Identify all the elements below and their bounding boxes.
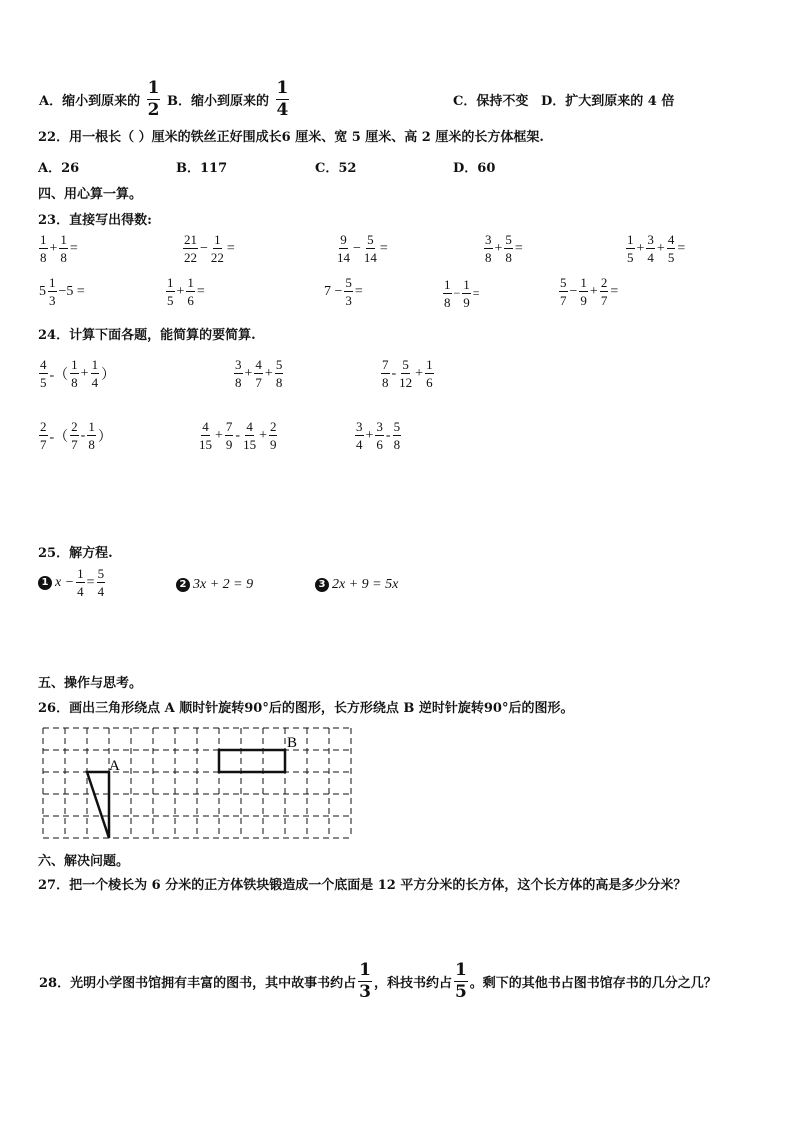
q22-option-a: A．26 xyxy=(38,161,80,176)
fraction: $\frac{1}{5}$ xyxy=(454,960,467,1002)
q25-stem: 25．解方程. xyxy=(38,546,113,561)
q25-equation-2: 2 3x + 2 = 9 xyxy=(176,577,254,593)
q23-stem: 23．直接写出得数: xyxy=(38,213,152,228)
q25-equation-1: 1 x − $\frac{1}{4}$ = $\frac{5}{4}$ xyxy=(38,567,106,598)
point-b-label: B xyxy=(287,735,298,751)
rectangle-shape xyxy=(219,750,285,772)
fraction: $\frac{1}{2}$ xyxy=(147,78,160,120)
q23-expr-9: $\frac{1}{8}$ − $\frac{1}{9}$ = xyxy=(444,277,480,310)
circled-number: 2 xyxy=(176,578,190,592)
q26-stem: 26．画出三角形绕点 A 顺时针旋转90°后的图形，长方形绕点 B 逆时针旋转90°后的图形。 xyxy=(38,701,574,716)
rotation-grid-figure xyxy=(40,726,356,842)
q23-expr-3: $\frac{9}{14}$ − $\frac{5}{14}$ = xyxy=(337,232,388,265)
q21-option-a xyxy=(38,80,290,119)
q25-equation-3: 3 2x + 9 = 5x xyxy=(315,577,399,593)
point-a-label: A xyxy=(109,758,120,774)
q22-option-c: C．52 xyxy=(315,161,357,176)
section-6-title: 六、解决问题。 xyxy=(38,854,130,869)
q22-option-b: B．117 xyxy=(176,161,228,176)
q22-option-d: D．60 xyxy=(453,161,496,176)
q23-expr-7: $\frac{1}{5}$ + $\frac{1}{6}$ = xyxy=(167,275,205,308)
q23-expr-2: $\frac{21}{22}$ − $\frac{1}{22}$ = xyxy=(184,232,235,265)
q21-option-a-label: A．缩小到原来的 xyxy=(39,94,141,109)
q23-expr-8: 7 − $\frac{5}{3}$ = xyxy=(324,275,363,308)
q23-expr-4: $\frac{3}{8}$ + $\frac{5}{8}$ = xyxy=(485,232,523,265)
circled-number: 1 xyxy=(38,576,52,590)
q21-option-b-label: B．缩小到原来的 xyxy=(167,94,269,109)
fraction: $\frac{1}{4}$ xyxy=(276,78,289,120)
q23-expr-10: $\frac{5}{7}$ − $\frac{1}{9}$ + $\frac{2}{7}$ = xyxy=(560,275,619,308)
q24-stem: 24．计算下面各题，能简算的要简算. xyxy=(38,328,256,343)
q21-option-d: D．扩大到原来的 4 倍 xyxy=(541,94,675,109)
q23-expr-1: $\frac{1}{8}$ + $\frac{1}{8}$ = xyxy=(40,232,78,265)
q24-expr-3: $\frac{7}{8}$ - $\frac{5}{12}$ + $\frac{1}{6}$ xyxy=(382,357,433,390)
q22-stem: 22．用一根长（ ）厘米的铁丝正好围成长6 厘米、宽 5 厘米、高 2 厘米的长方体框架. xyxy=(38,130,544,145)
q24-expr-5: $\frac{4}{15}$ + $\frac{7}{9}$ - $\frac{4}{15}$ + $\frac{2}{9}$ xyxy=(199,419,277,452)
dashed-grid xyxy=(43,728,351,838)
section-5-title: 五、操作与思考。 xyxy=(38,676,143,691)
q24-expr-4: $\frac{2}{7}$ -（ $\frac{2}{7}$ - $\frac{1}{8}$ ） xyxy=(40,419,112,452)
section-4-title: 四、用心算一算。 xyxy=(38,187,143,202)
q28-stem: 28．光明小学图书馆拥有丰富的图书，其中故事书约占 $\frac{1}{3}$ ，科技书约占 $\frac{1}{5}$ 。剩下的其他书占图书馆存书的几分之几？ xyxy=(39,960,717,1002)
q24-expr-6: $\frac{3}{4}$ + $\frac{3}{6}$ - $\frac{5}{8}$ xyxy=(356,419,401,452)
q24-expr-1: $\frac{4}{5}$ -（ $\frac{1}{8}$ + $\frac{1}{4}$ ） xyxy=(40,357,116,390)
triangle-shape xyxy=(87,772,109,838)
q24-expr-2: $\frac{3}{8}$ + $\frac{4}{7}$ + $\frac{5}{8}$ xyxy=(235,357,283,390)
q21-option-c: C．保持不变 xyxy=(453,94,529,109)
fraction: $\frac{1}{3}$ xyxy=(359,960,371,1002)
q23-expr-5: $\frac{1}{5}$ + $\frac{3}{4}$ + $\frac{4}{5}$ = xyxy=(627,232,686,265)
q27-stem: 27．把一个棱长为 6 分米的正方体铁块锻造成一个底面是 12 平方分米的长方体，这个长方体的高是多少分米？ xyxy=(38,878,687,893)
q23-expr-6: 5 $\frac{1}{3}$ −5 = xyxy=(39,275,85,308)
circled-number: 3 xyxy=(315,578,329,592)
